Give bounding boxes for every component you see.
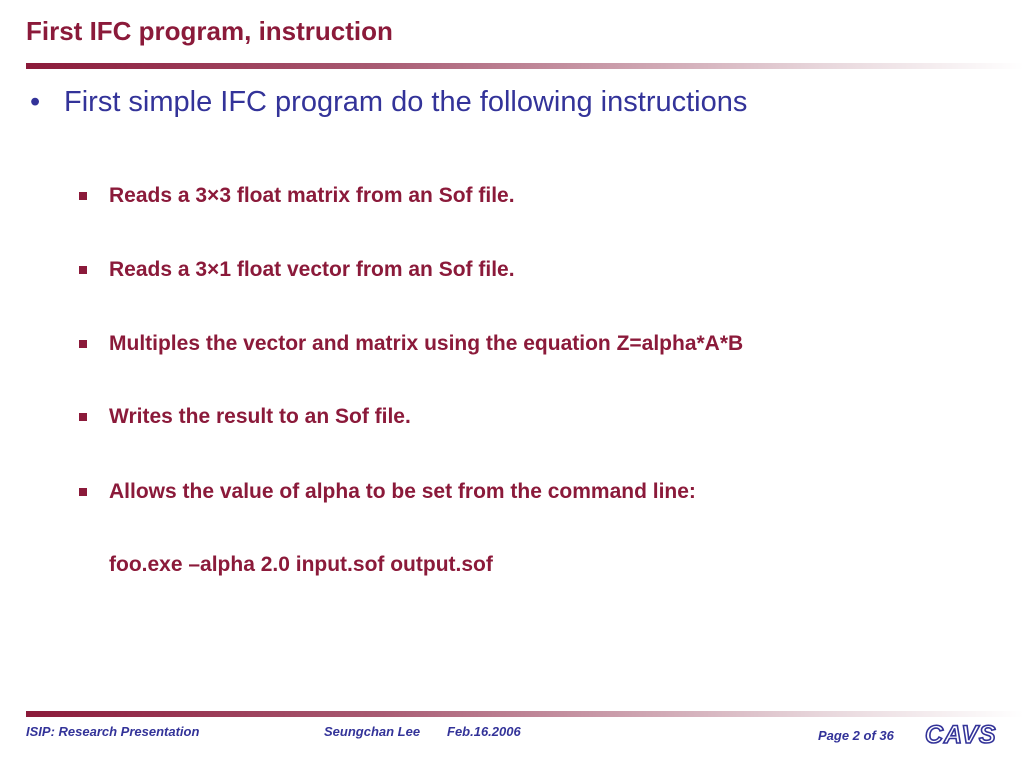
square-bullet-icon (79, 266, 87, 274)
cavs-logo-text: CAVS (925, 721, 997, 749)
page-number: Page 2 of 36 (818, 728, 894, 743)
square-bullet-icon (79, 192, 87, 200)
sub-bullet-text: Reads a 3×3 float matrix from an Sof file. (109, 184, 515, 207)
sub-bullet-text: Multiples the vector and matrix using the equation Z=alpha*A*B (109, 332, 744, 355)
footer-presentation-label: ISIP: Research Presentation (26, 724, 200, 739)
sub-bullet-text: Reads a 3×1 float vector from an Sof file. (109, 258, 515, 281)
bullet-dot-icon: • (30, 86, 41, 118)
sub-bullet-text: Writes the result to an Sof file. (109, 405, 411, 428)
square-bullet-icon (79, 488, 87, 496)
slide-title: First IFC program, instruction (26, 16, 393, 46)
square-bullet-icon (79, 413, 87, 421)
footer-date: Feb.16.2006 (447, 724, 521, 739)
main-bullet-text: First simple IFC program do the following instructions (64, 86, 748, 118)
command-example: foo.exe –alpha 2.0 input.sof output.sof (109, 553, 493, 576)
sub-bullet-text: Allows the value of alpha to be set from the command line: (109, 480, 696, 503)
main-bullet (30, 86, 747, 119)
cavs-logo (922, 718, 1000, 750)
footer-divider (26, 711, 1024, 717)
square-bullet-icon (79, 340, 87, 348)
title-divider (26, 63, 1024, 69)
footer-author: Seungchan Lee (324, 724, 421, 739)
